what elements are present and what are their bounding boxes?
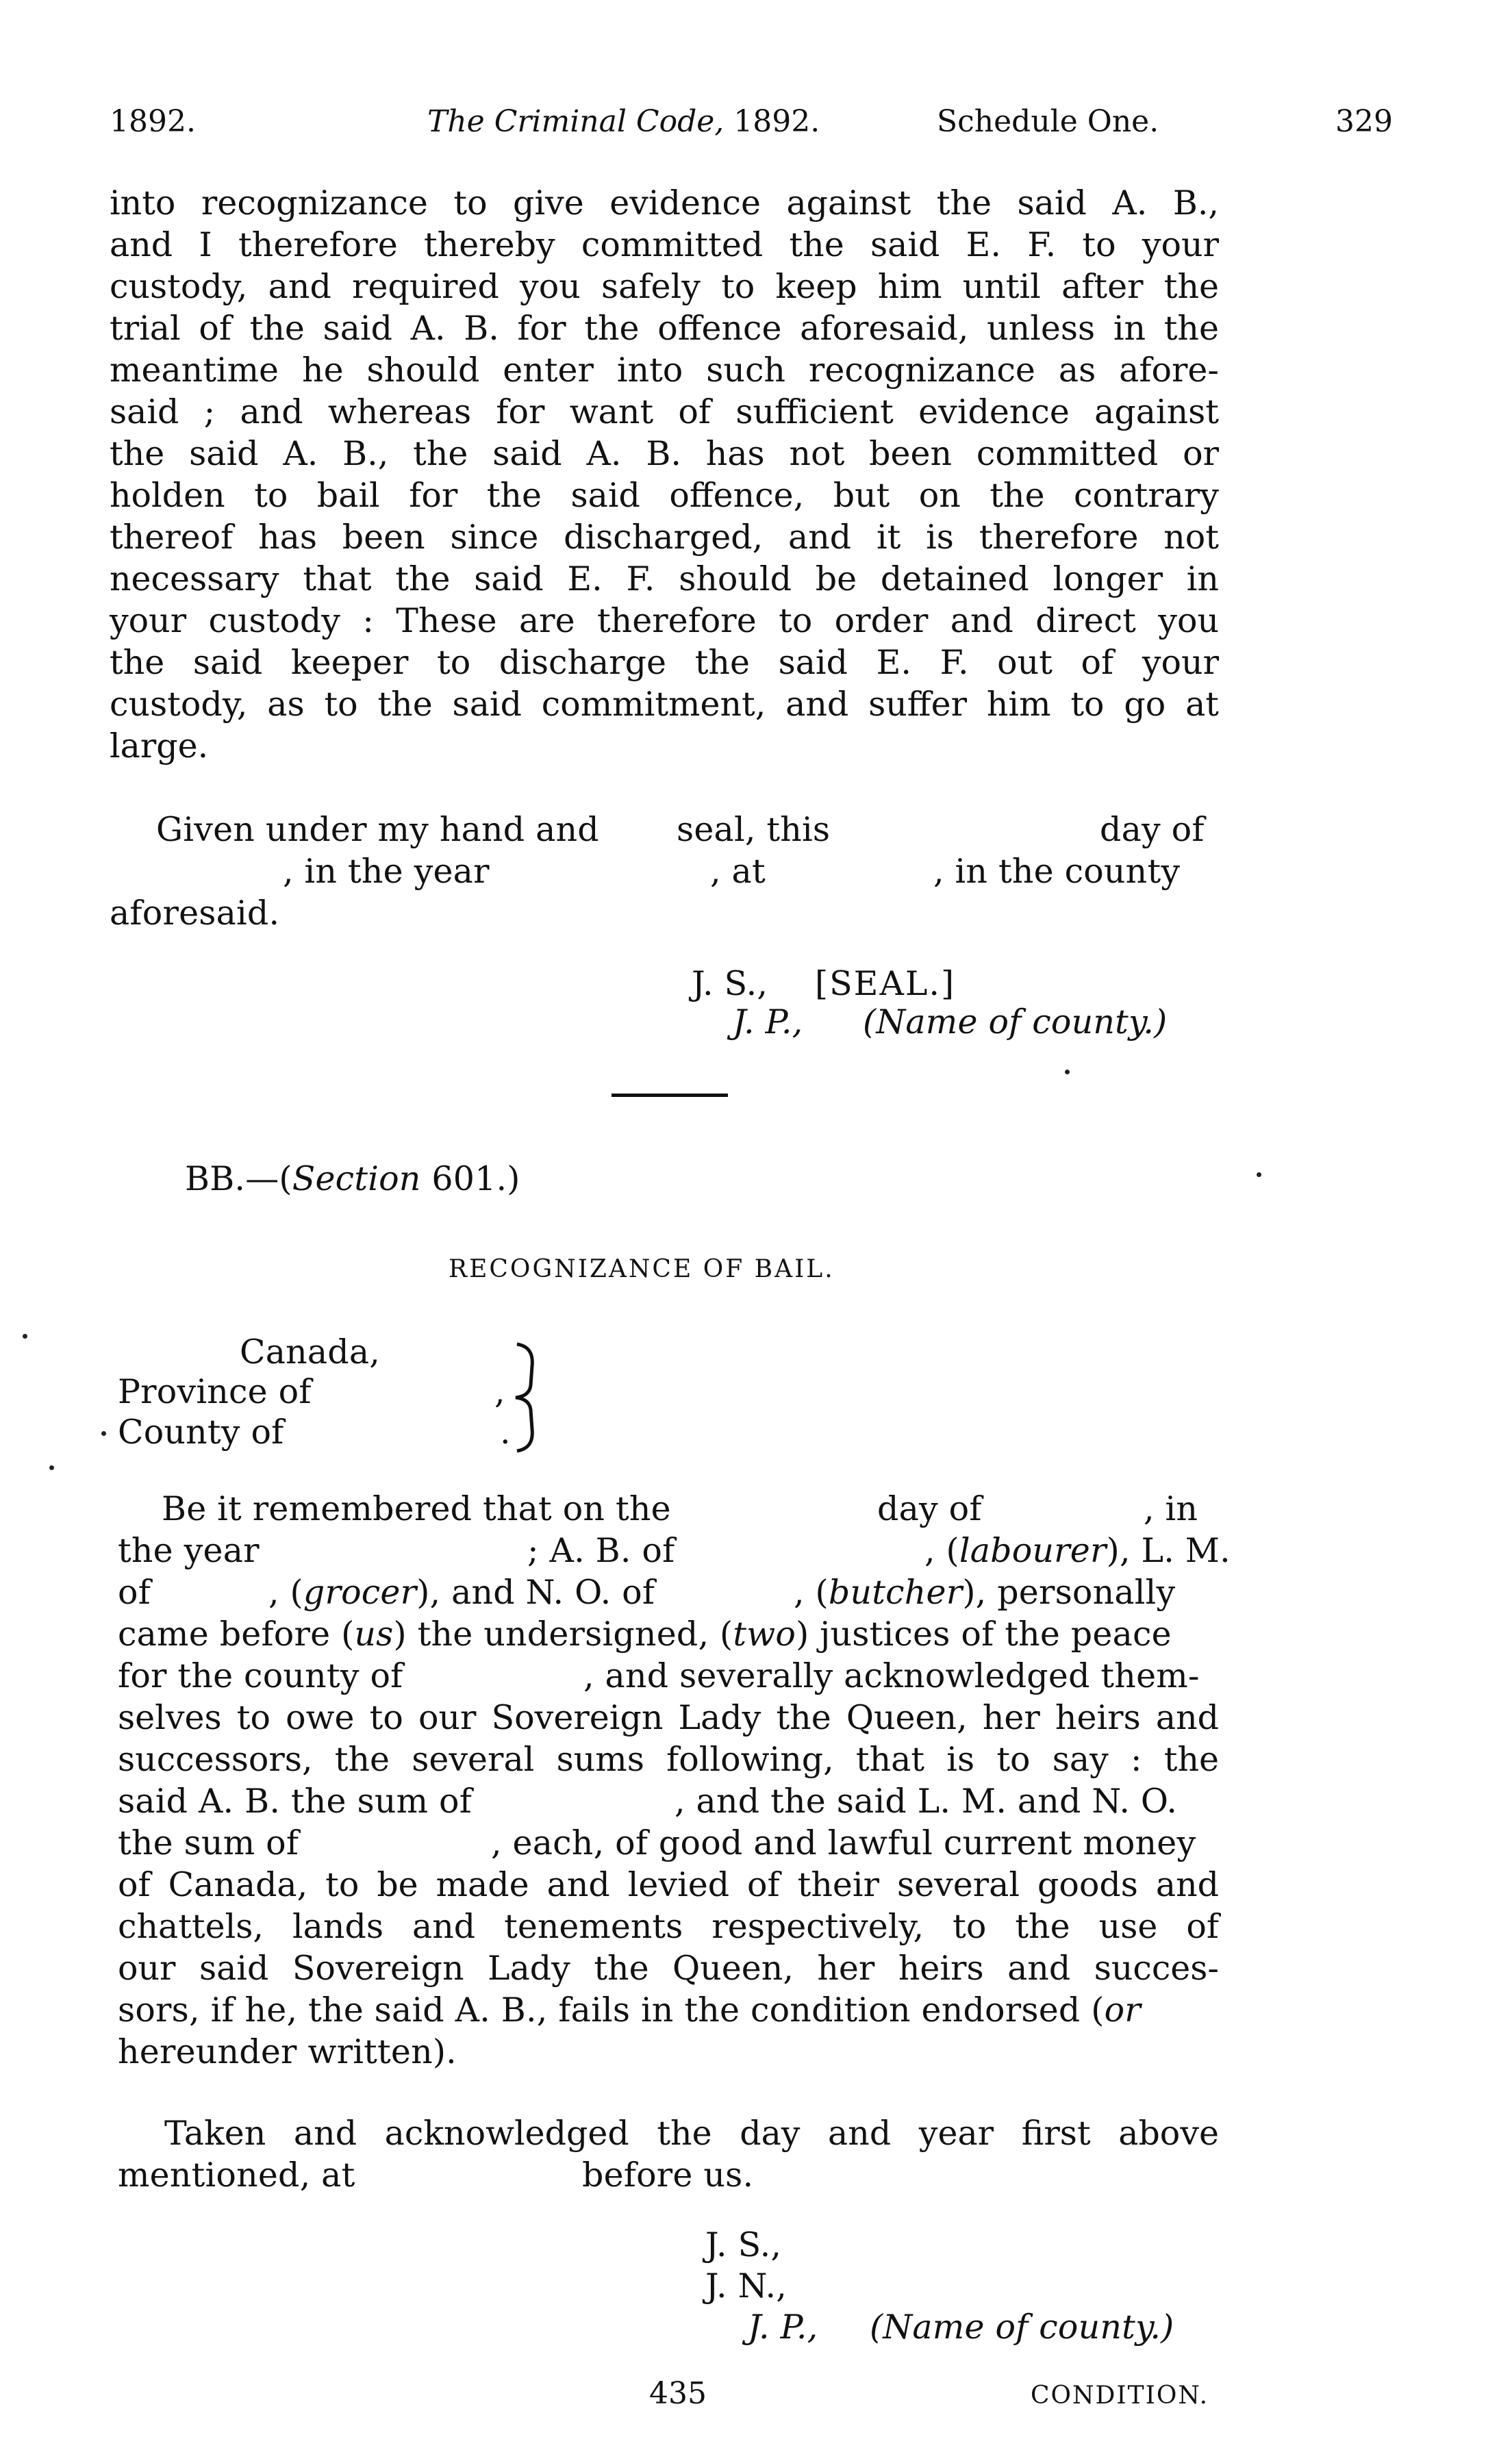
taken-line-2a: mentioned, at: [118, 2156, 355, 2195]
paragraph-line: necessary that the said E. F. should be detained longer in: [110, 559, 1219, 598]
recog-1b: day of: [877, 1489, 982, 1528]
recog-3b-open: , (: [268, 1573, 303, 1612]
recog-3g: ), personally: [962, 1573, 1176, 1612]
recog-14: [118, 2032, 457, 2071]
recog-4d-italic: two: [733, 1615, 796, 1654]
given-line-1a: Given under my hand and: [156, 810, 599, 849]
recog-13b-italic: or: [1104, 1991, 1141, 2030]
form-heading: RECOGNIZANCE OF BAIL.: [449, 1255, 835, 1283]
page-number: 329: [1335, 104, 1393, 139]
paragraph-line: and I therefore thereby committed the said E. F. to your: [110, 225, 1219, 264]
recog-4b-italic: us: [354, 1615, 394, 1654]
speck-dot: [23, 1334, 27, 1339]
given-line-2b: , at: [710, 852, 766, 891]
seal-mark: [SEAL.]: [815, 964, 956, 1003]
recog-2d-italic: labourer: [959, 1531, 1107, 1570]
recog-13: [118, 1991, 1141, 2030]
recog-14a: hereunder written: [118, 2032, 433, 2071]
recog-3b: [268, 1573, 655, 1612]
recog-1a: Be it remembered that on the: [162, 1489, 671, 1528]
taken-line-1: Taken and acknowledged the day and year first above: [164, 2114, 1219, 2153]
paragraph-line: trial of the said A. B. for the offence aforesaid, unless in the: [110, 309, 1219, 348]
paragraph-line: said ; and whereas for want of sufficient evidence against: [110, 392, 1219, 431]
given-line-1c: day of: [1100, 810, 1205, 849]
recog-9a: the sum of: [118, 1823, 299, 1862]
catchword: CONDITION.: [1031, 2382, 1209, 2410]
header-title-italic: The Criminal Code,: [427, 104, 724, 139]
signature-name-1: J. S.,: [705, 2225, 782, 2264]
venue-province: Province of: [118, 1372, 312, 1411]
recog-3c-italic: grocer: [303, 1573, 417, 1612]
given-line-2c: , in the county: [933, 852, 1181, 891]
recog-10: of Canada, to be made and levied of their several goods and: [118, 1865, 1219, 1904]
recog-3e-open: , (: [794, 1573, 829, 1612]
recog-3e: [794, 1573, 1175, 1612]
paragraph-line: meantime he should enter into such recognizance as afore-: [110, 351, 1219, 390]
recog-4a: came before (: [118, 1615, 355, 1654]
venue-canada: Canada,: [240, 1333, 381, 1372]
taken-line-2b: before us.: [582, 2156, 754, 2195]
paragraph-line: thereof has been since discharged, and it is therefore not: [110, 518, 1219, 557]
venue-county: County of: [118, 1413, 284, 1452]
speck-dot: [101, 1431, 106, 1436]
recog-2b: ; A. B. of: [527, 1531, 675, 1570]
recog-4c: ) the undersigned, (: [393, 1615, 733, 1654]
recog-2c-open: , (: [924, 1531, 959, 1570]
header-title-year: 1892.: [733, 104, 820, 139]
recog-7: successors, the several sums following, that is to say : the: [118, 1740, 1219, 1779]
recog-1c: , in: [1144, 1489, 1198, 1528]
paragraph-line: holden to bail for the said offence, but on the contrary: [110, 476, 1219, 515]
signature-mark: 435: [649, 2376, 707, 2411]
recog-2e: ), L. M.: [1106, 1531, 1231, 1570]
recog-12: our said Sovereign Lady the Queen, her heirs and succes-: [118, 1949, 1219, 1988]
recog-14b: ).: [432, 2032, 457, 2071]
signature-name: J. S.,: [692, 964, 768, 1003]
venue-brace: [503, 1339, 551, 1455]
recog-5b: , and severally acknowledged them-: [583, 1656, 1200, 1695]
recog-4: [118, 1615, 1172, 1654]
recog-6: selves to owe to our Sovereign Lady the Queen, her heirs and: [118, 1698, 1219, 1737]
signature-county: (Name of county.): [863, 1002, 1168, 1041]
recog-13a: sors, if he, the said A. B., fails in the condition endorsed (: [118, 1991, 1105, 2030]
speck-dot: [49, 1465, 54, 1470]
recog-3f-italic: butcher: [828, 1573, 963, 1612]
recog-3a: of: [118, 1573, 151, 1612]
recog-3d: ), and N. O. of: [416, 1573, 655, 1612]
venue-county-period: .: [500, 1413, 511, 1452]
recog-9b: , each, of good and lawful current money: [491, 1823, 1196, 1862]
recog-5a: for the county of: [118, 1656, 403, 1695]
section-label: [185, 1159, 520, 1198]
section-number: 601.): [431, 1159, 520, 1198]
recog-2a: the year: [118, 1531, 260, 1570]
signature-jp: J. P.,: [733, 1002, 803, 1041]
paragraph-line: your custody : These are therefore to order and direct you: [110, 601, 1219, 640]
section-word: Section: [292, 1159, 421, 1198]
venue-province-comma: ,: [494, 1372, 505, 1411]
given-line-2a: , in the year: [283, 852, 490, 891]
recog-8a: said A. B. the sum of: [118, 1782, 473, 1821]
paragraph-line: into recognizance to give evidence against the said A. B.,: [110, 184, 1219, 223]
paragraph-line: the said A. B., the said A. B. has not been committed or: [110, 434, 1219, 473]
given-line-3: aforesaid.: [110, 894, 280, 933]
given-line-1b: seal, this: [677, 810, 831, 849]
speck-dot: [1065, 1070, 1070, 1074]
header-year: 1892.: [110, 104, 196, 139]
paragraph-line: large.: [110, 727, 209, 766]
speck-dot: [1257, 1172, 1261, 1177]
signature-name-2: J. N.,: [705, 2266, 788, 2306]
recog-2c: [924, 1531, 1231, 1570]
paragraph-line: custody, as to the said commitment, and suffer him to go at: [110, 685, 1219, 724]
recog-8b: , and the said L. M. and N. O.: [675, 1782, 1178, 1821]
signature2-jp: J. P.,: [748, 2308, 818, 2347]
recog-4e: ) justices of the peace: [796, 1615, 1172, 1654]
paragraph-line: custody, and required you safely to keep him until after the: [110, 267, 1219, 306]
section-divider: [612, 1094, 728, 1097]
section-prefix: BB.—(: [185, 1159, 292, 1198]
paragraph-line: the said keeper to discharge the said E. F. out of your: [110, 643, 1219, 682]
recog-11: chattels, lands and tenements respectively, to the use of: [118, 1907, 1219, 1946]
header-schedule: Schedule One.: [937, 104, 1159, 139]
header-title: [427, 104, 820, 139]
signature2-county: (Name of county.): [870, 2308, 1174, 2347]
